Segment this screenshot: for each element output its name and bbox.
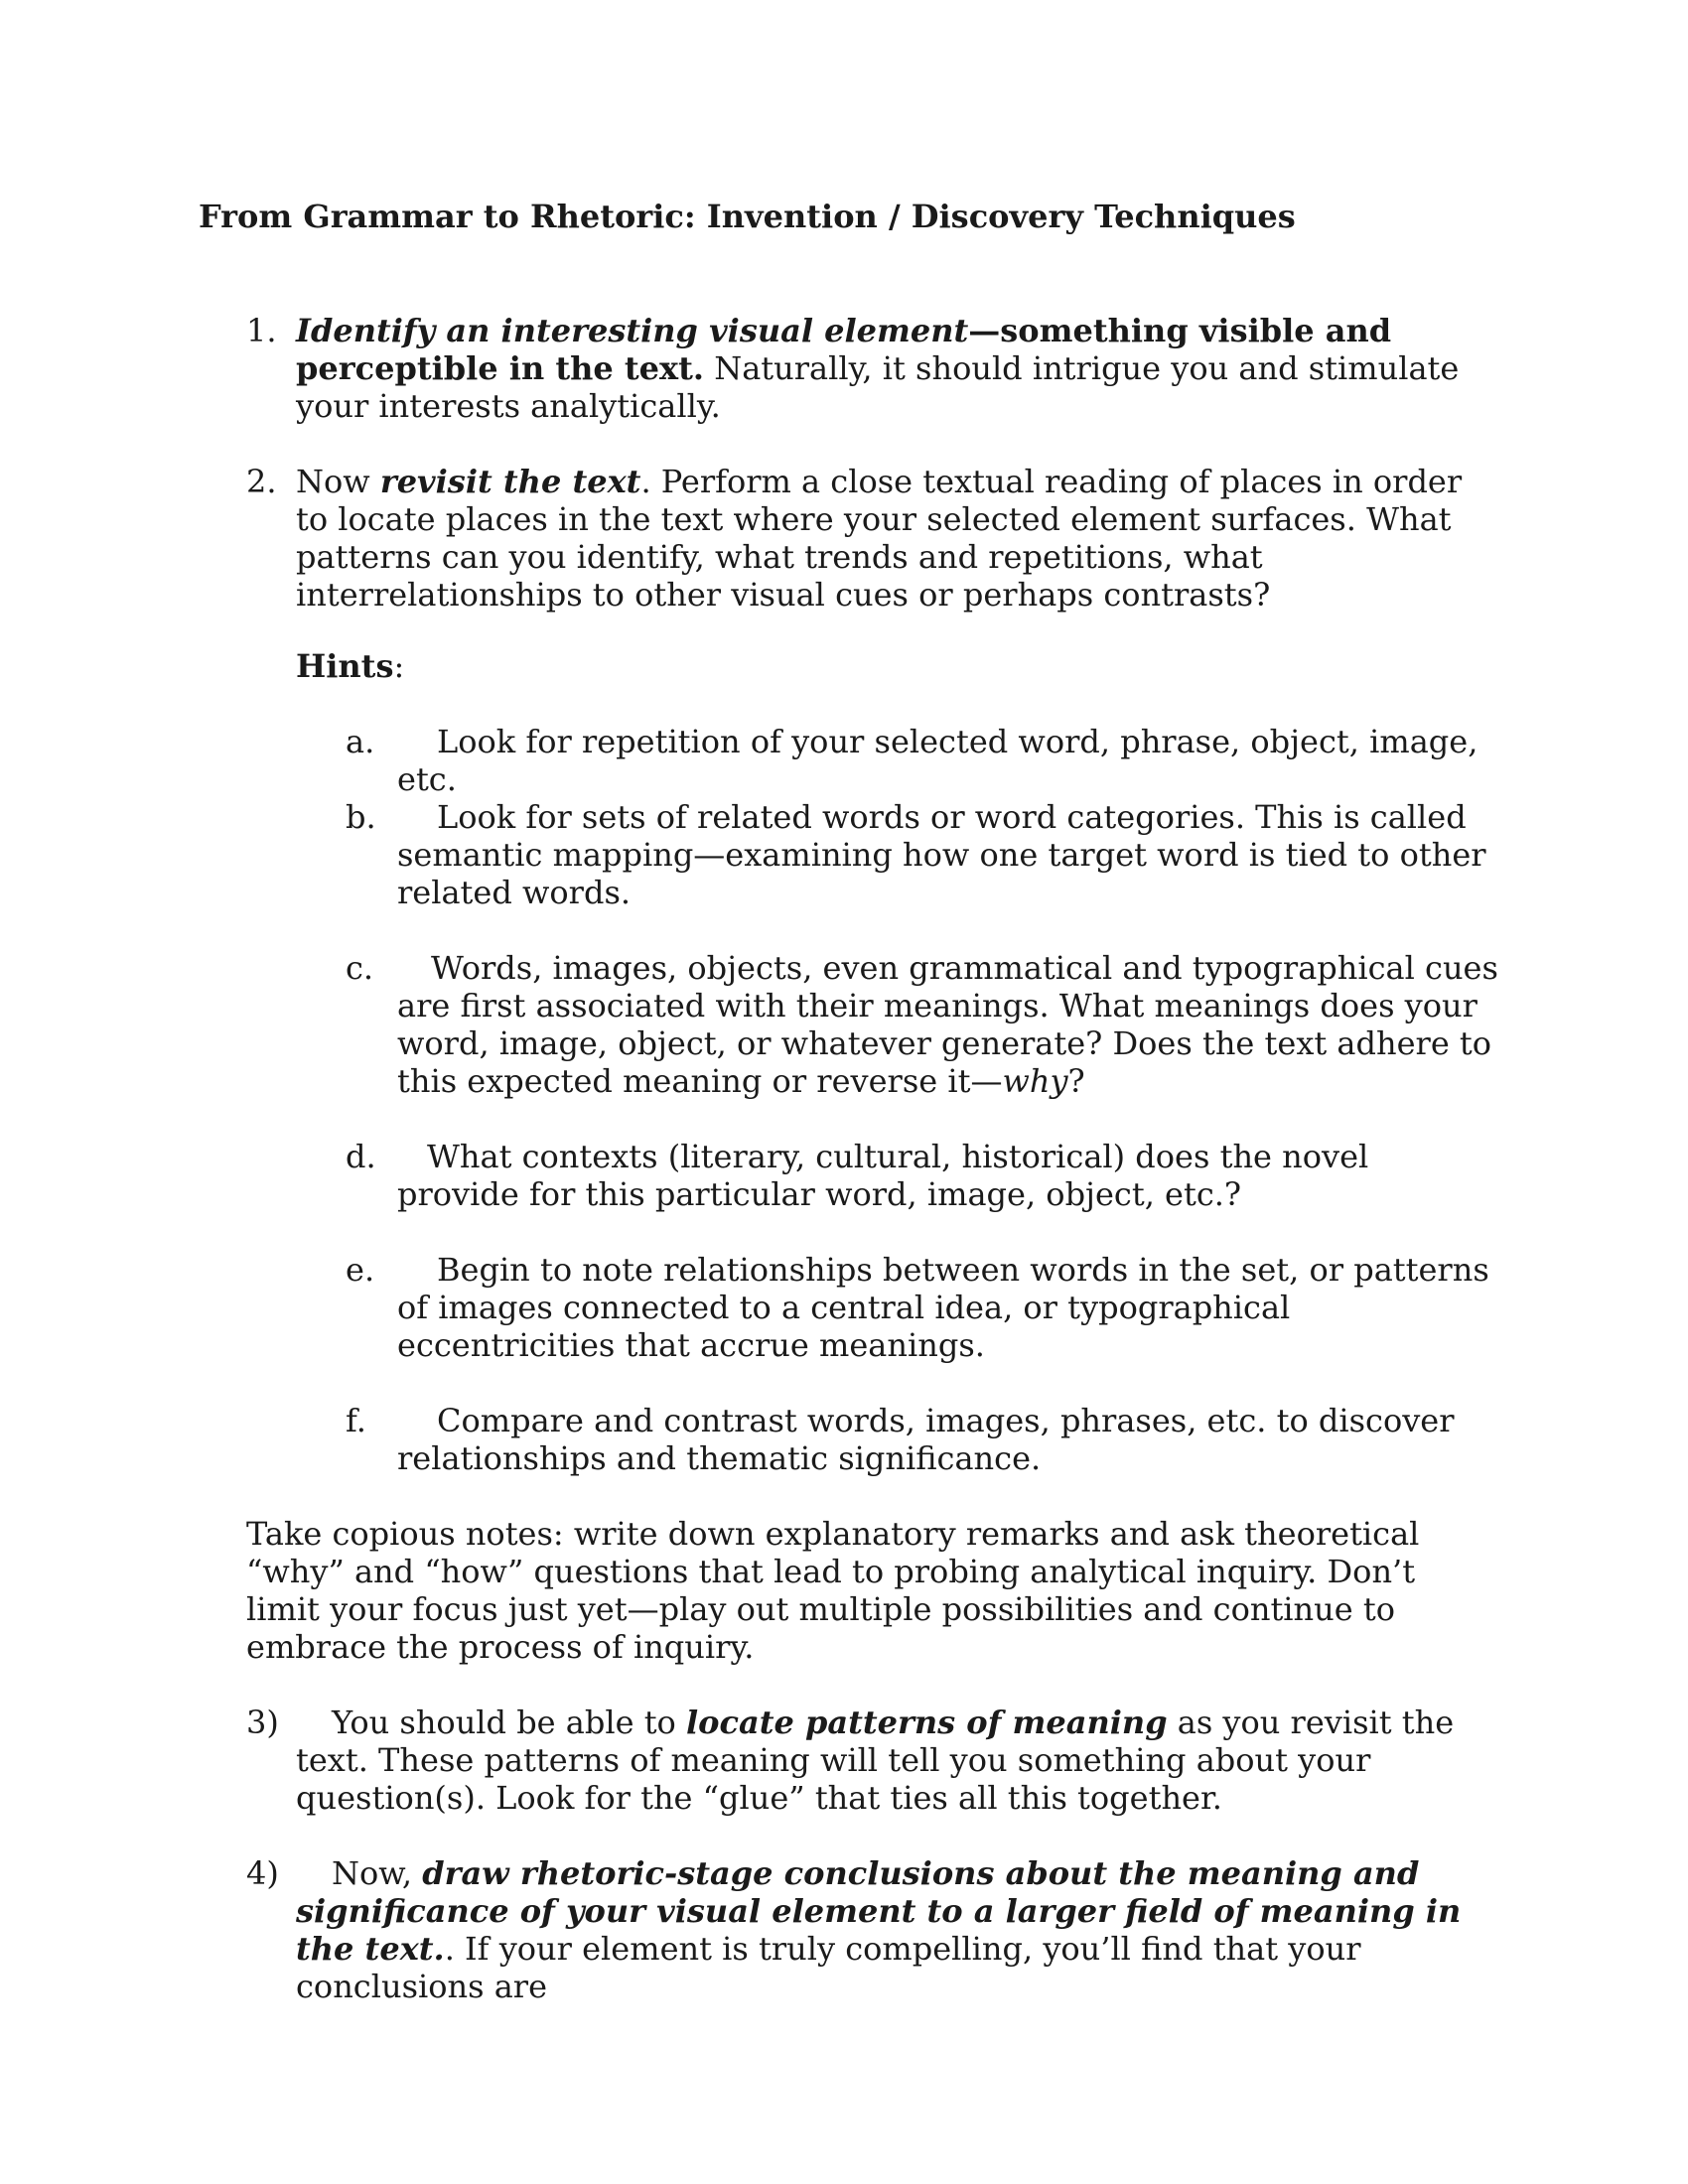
item-1-rest: Naturally, it should intrigue you and stimulate your interests analytically. [296,349,1460,425]
item-3-emph: locate patterns of meaning [685,1704,1168,1741]
item-4-text [296,1854,1487,2005]
item-3-pre: You should be able to [332,1704,686,1741]
item-1-text [296,312,1487,425]
hint-text: What contexts (literary, cultural, historical) does the novel provide for this particular word, image, object, etc.? [397,1138,1369,1213]
hints-label: Hints [296,647,394,685]
hint-text: Look for repetition of your selected word, phrase, object, image, etc. [397,723,1478,798]
hint-text: Begin to note relationships between words in the set, or patterns of images connected to a central idea, or typographical eccentricities that accrue meanings. [397,1251,1489,1364]
item-2-rest: . Perform a close textual reading of places in order to locate places in the text where your selected element surfaces. What patterns can you identify, what trends and repetitions, what interrelationships to other visual cues or perhaps contrasts? [296,463,1463,614]
hint-letter: d. [346,1138,376,1175]
item-number: 2. [246,463,277,500]
item-4-emph: draw rhetoric-stage conclusions about the meaning and significance of your visual element to a larger field of meaning in the text. [296,1854,1462,1968]
hint-text: Compare and contrast words, images, phrases, etc. to discover relationships and thematic significance. [397,1402,1455,1477]
item-1-lead: Identify an interesting visual element [296,312,969,349]
item-number: 4) [246,1854,279,1892]
hint-letter: a. [346,723,375,760]
hint-text: Words, images, objects, even grammatical and typographical cues are first associated with their meanings. What meanings does your word, image, object, or whatever generate? Does the text adhere to this expected meaning or reverse it—why? [397,949,1498,1100]
document-title: From Grammar to Rhetoric: Invention / Discovery Techniques [199,198,1296,235]
hint-letter: f. [346,1402,366,1439]
item-3-text [296,1704,1487,1817]
item-4-rest: . If your element is truly compelling, you’ll find that your conclusions are [296,1930,1361,2005]
item-number: 3) [246,1704,279,1741]
item-2-pre: Now [296,463,380,500]
hints-colon: : [393,647,405,685]
item-2-emph: revisit the text [379,463,641,500]
hint-letter: c. [346,949,374,987]
hint-letter: b. [346,798,376,836]
hint-letter: e. [346,1251,375,1289]
hint-text: Look for sets of related words or word categories. This is called semantic mapping—examining how one target word is tied to other related words. [397,798,1486,911]
item-number: 1. [246,312,277,349]
item-2-text [296,463,1487,614]
hint-c-emphasis: why [1002,1062,1068,1100]
notes-paragraph: Take copious notes: write down explanatory remarks and ask theoretical “why” and “how” questions that lead to probing analytical inquiry. Don’t limit your focus just yet—play out multiple possibilities and continue to embrace the process of inquiry. [246,1515,1420,1666]
item-1-bold: —something visible and perceptible in the text. [296,312,1392,387]
item-3-rest: as you revisit the text. These patterns of meaning will tell you something about your question(s). Look for the “glue” that ties all this together. [296,1704,1455,1817]
hints-heading [296,647,404,685]
item-4-pre: Now, [332,1854,423,1892]
